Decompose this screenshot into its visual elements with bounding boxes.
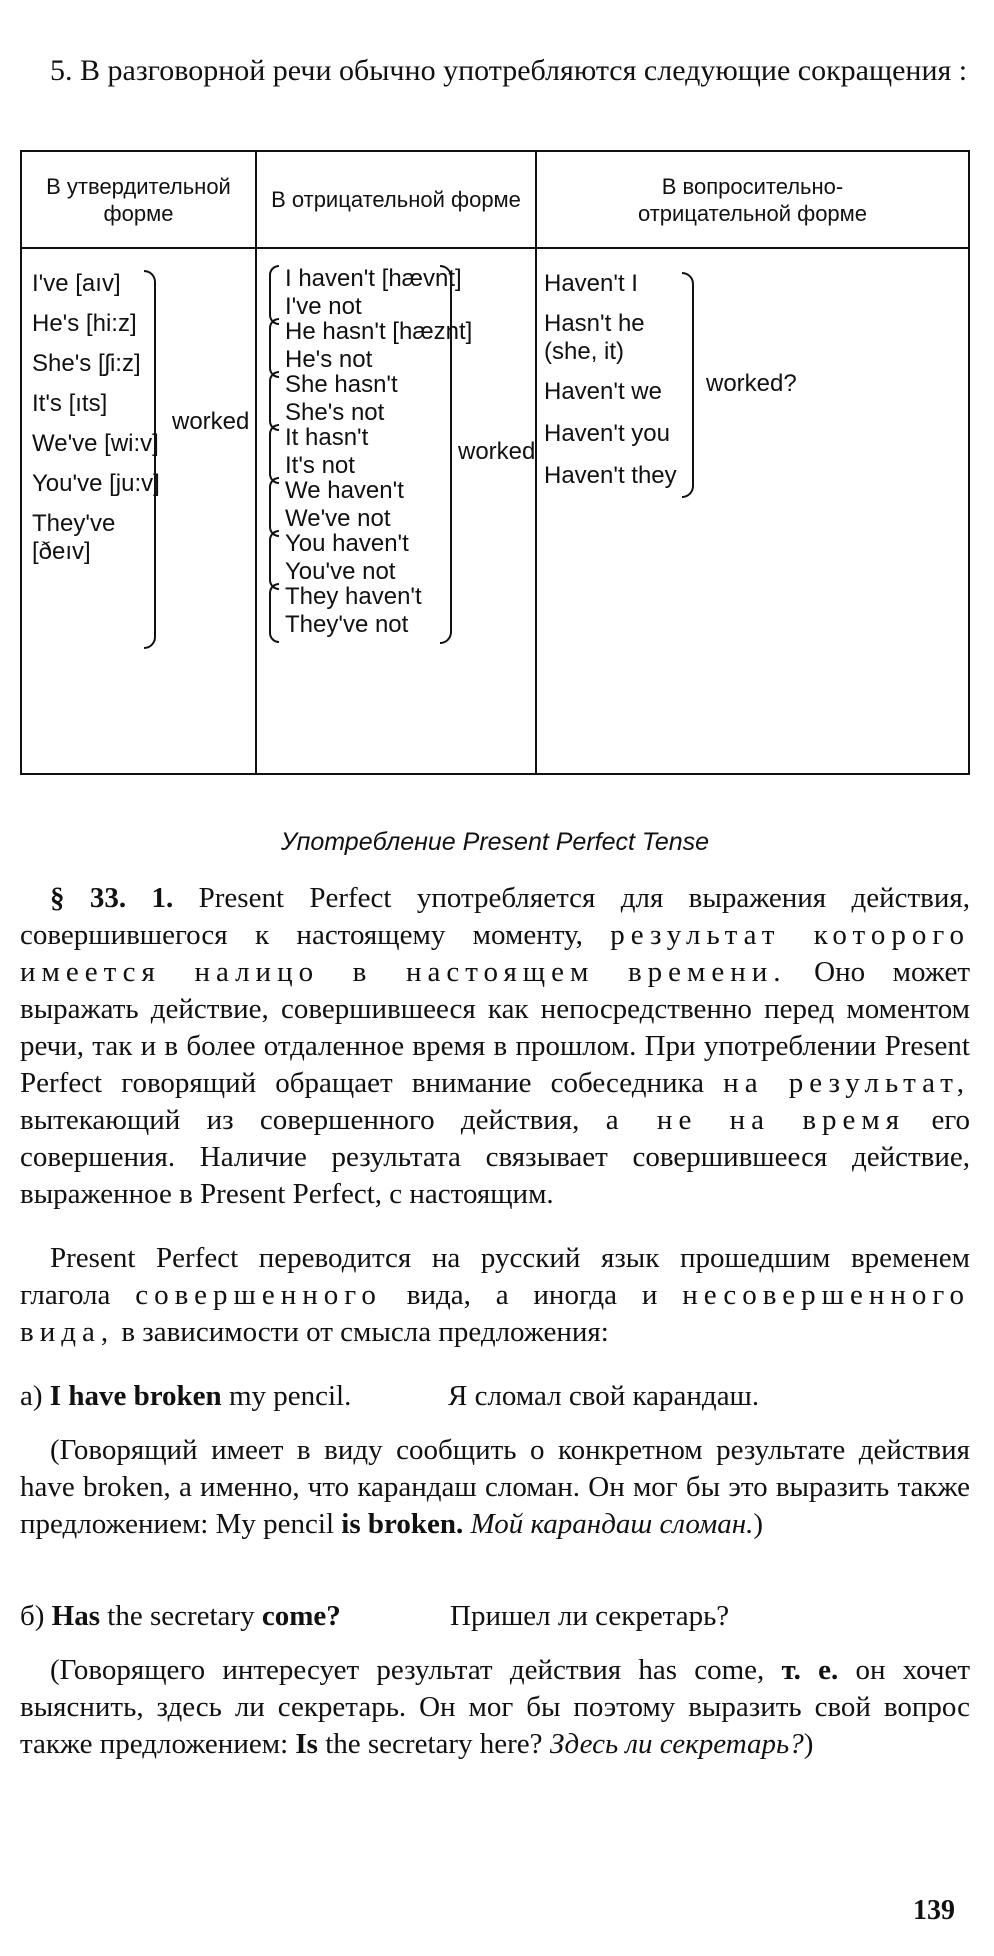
example-label: а) (20, 1380, 43, 1412)
table-cell: I've [aıv] (32, 270, 121, 297)
section-paragraph-2 (20, 1240, 970, 1351)
table-cell: She hasn't (285, 371, 398, 398)
table-cell-pair (285, 530, 409, 586)
table-cell: You've [ju:v] (32, 470, 160, 497)
page-number: 139 (913, 1895, 955, 1926)
table-cell-pair (285, 424, 368, 480)
paragraph-text: Present Perfect употребляется для выражения действия, совершившегося к настоящему моменту, (20, 882, 970, 951)
table-header-divider (22, 247, 968, 249)
table-cell: They haven't (285, 583, 422, 610)
example-b (20, 1598, 970, 1635)
left-brace (269, 477, 279, 537)
note-text: (Говорящий имеет в виду сообщить о конкретном результате действия have broken, а именно, что карандаш сломан. Он мог бы это выразить также предложением: My pencil (20, 1434, 970, 1540)
example-english: have broken (68, 1380, 222, 1412)
note-text: он хочет выяснить, здесь ли секретарь. Он мог бы поэтому выразить свой вопрос также предложением: (20, 1654, 971, 1760)
table-cell: Hasn't he (she, it) (544, 310, 645, 365)
table-cell: Haven't we (544, 378, 662, 405)
example-english: come? (261, 1600, 341, 1632)
table-cell: She's not (285, 399, 385, 426)
example-translation: Я сломал свой карандаш. (448, 1380, 760, 1412)
left-brace (269, 371, 279, 431)
table-cell: I've not (285, 293, 362, 320)
table-cell: We've not (285, 505, 391, 532)
table-cell: They've [ðeıv] (32, 510, 116, 565)
note-text: (Говорящего интересует результат действия has come, (50, 1654, 765, 1686)
table-cell: It's not (285, 452, 355, 479)
table-cell: She's [ʃi:z] (32, 350, 141, 377)
paragraph-text: Оно может выражать действие, совершившееся как непосредственно перед моментом речи, так и в более отдаленное время в прошлом. При употреблении Present Perfect говорящий обращает внимание собеседника (20, 956, 971, 1099)
paragraph-text: Present Perfect переводится на русский язык прошедшим временем глагола (20, 1242, 970, 1311)
paragraph-text: в зависимости от смысла предложения: (121, 1316, 609, 1348)
intro-text: В разговорной речи обычно употребляются следующие сокращения : (80, 54, 968, 87)
right-brace (682, 272, 694, 498)
paragraph-text: его совершения. Наличие результата связывает совершившееся действие, выраженное в Present Perfect, с настоящим. (20, 1104, 970, 1210)
table-cell: We've [wi:v] (32, 430, 159, 457)
emphasis-text: совершенного (135, 1279, 382, 1311)
example-english: I (49, 1380, 62, 1412)
left-brace (269, 583, 279, 643)
table-cell: He's not (285, 346, 373, 373)
note-emphasis: т. е. (781, 1654, 839, 1686)
table-cell: They've not (285, 611, 409, 638)
left-brace (269, 318, 279, 378)
note-text: ) (803, 1728, 814, 1760)
emphasis-text: на результат, (723, 1067, 970, 1099)
note-text: the secretary here? (325, 1728, 543, 1760)
header-affirmative: В утвердительной форме (46, 173, 231, 226)
section-mark: § 33. 1. (50, 882, 174, 914)
left-brace (269, 424, 279, 484)
emphasis-text: результат которого имеется налицо в настоящем времени. (20, 919, 970, 988)
note-emphasis: Is (295, 1728, 318, 1760)
example-english: my pencil. (228, 1380, 352, 1412)
left-brace (269, 530, 279, 590)
table-cell: We haven't (285, 477, 404, 504)
table-cell: It hasn't (285, 424, 369, 451)
example-label: б) (20, 1600, 45, 1632)
header-interrogative: В вопросительно-отрицательной форме (637, 173, 868, 226)
paragraph-text: вида, а иногда и (406, 1279, 658, 1311)
interrogative-verb: worked? (706, 370, 797, 397)
table-cell: Haven't you (544, 420, 670, 447)
intro-paragraph (20, 52, 970, 90)
example-a-note (20, 1432, 970, 1543)
table-cell-pair (285, 371, 398, 427)
note-translation: Мой карандаш сломан. (470, 1508, 754, 1540)
table-cell: You've not (285, 558, 396, 585)
right-brace (144, 270, 156, 649)
intro-number: 5. (50, 54, 73, 87)
emphasis-text: несовершенного вида, (20, 1279, 971, 1348)
left-brace (269, 265, 279, 325)
table-cell-pair (285, 583, 422, 639)
paragraph-text: вытекающий из совершенного действия, (20, 1104, 580, 1136)
note-translation: Здесь ли секретарь? (549, 1728, 804, 1760)
note-text: ) (753, 1508, 764, 1540)
example-b-note (20, 1652, 970, 1763)
table-cell-pair (285, 265, 462, 321)
section-caption: Употребление Present Perfect Tense (280, 828, 710, 856)
example-english: Has (51, 1600, 101, 1632)
negative-verb: worked (458, 438, 536, 465)
contractions-table (20, 150, 970, 775)
affirmative-verb: worked (172, 408, 250, 435)
table-cell-pair (285, 477, 404, 533)
table-cell: Haven't they (544, 462, 677, 489)
right-brace (440, 265, 452, 644)
example-translation: Пришел ли секретарь? (450, 1600, 730, 1632)
emphasis-text: а не на время (605, 1104, 906, 1136)
table-cell: Haven't I (544, 270, 638, 297)
table-cell: You haven't (285, 530, 409, 557)
table-cell: I haven't [hævnt] (285, 265, 462, 292)
table-cell: He hasn't [hæznt] (285, 318, 473, 345)
table-cell: It's [ıts] (32, 390, 108, 417)
section-paragraph-1 (20, 880, 970, 1213)
example-english: the secretary (107, 1600, 255, 1632)
example-a (20, 1378, 970, 1415)
table-cell: He's [hi:z] (32, 310, 137, 337)
header-negative: В отрицательной форме (271, 187, 521, 212)
note-emphasis: is broken. (341, 1508, 464, 1540)
